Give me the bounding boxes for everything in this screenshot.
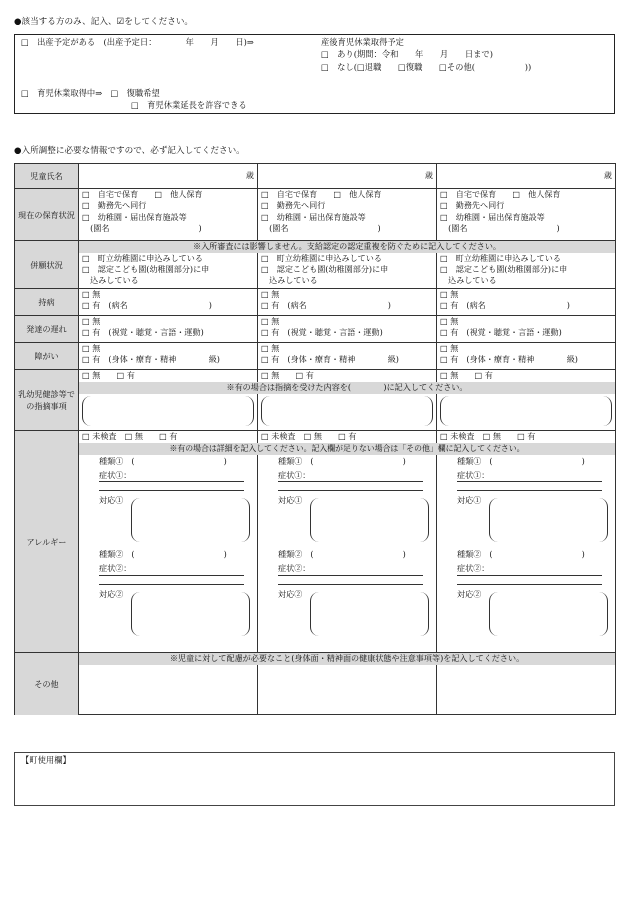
allergy-response-field-2[interactable]	[489, 592, 608, 636]
row-header-other: その他	[15, 653, 79, 715]
parallel-cell[interactable]	[258, 253, 437, 289]
bracket-field[interactable]	[440, 396, 612, 426]
allergy-detail-cell[interactable]	[258, 455, 437, 653]
age-unit: 歳	[424, 170, 433, 181]
disability-yes-checkbox[interactable]: □ 有 (身体・療育・精神 級)	[82, 354, 220, 365]
disease-yes-checkbox[interactable]: □ 有 (病名 )	[440, 300, 570, 311]
care-facility-name[interactable]: (園名 )	[261, 222, 381, 233]
symptom-label: 症状②：	[278, 563, 311, 574]
response-label: 対応②	[278, 588, 303, 599]
age-unit: 歳	[245, 170, 254, 181]
symptom-underline	[278, 482, 423, 491]
row-header-disability: 障がい	[15, 343, 79, 370]
delay-yes-checkbox[interactable]: □ 有 (視覚・聴覚・言語・運動)	[261, 327, 383, 338]
checkup-note: ※有の場合は指摘を受けた内容を( )に記入してください。	[79, 382, 616, 394]
delay-none-checkbox[interactable]: □ 無	[440, 316, 459, 326]
care-workplace-checkbox[interactable]: □ 勤務先へ同行	[82, 200, 147, 211]
care-facility-name[interactable]: (園名 )	[440, 222, 560, 233]
parallel-line: 込みしている	[261, 275, 318, 286]
symptom-underline	[278, 576, 423, 585]
office-use-label: 【町使用欄】	[21, 755, 71, 765]
disability-cell[interactable]	[437, 343, 616, 370]
disability-yes-checkbox[interactable]: □ 有 (身体・療育・精神 級)	[440, 354, 578, 365]
allergy-type-2[interactable]: 種類② ( )	[457, 549, 585, 560]
disability-none-checkbox[interactable]: □ 無	[440, 343, 459, 353]
allergy-options[interactable]: □ 未検査 □ 無 □ 有	[437, 431, 616, 443]
allergy-symptom-1[interactable]	[457, 470, 602, 482]
care-home-other-checkbox[interactable]: □ 自宅で保育 □ 他人保育	[82, 189, 203, 199]
disease-yes-checkbox[interactable]: □ 有 (病名 )	[82, 300, 212, 311]
allergy-note: ※有の場合は詳細を記入してください。記入欄が足りない場合は「その他」欄に記入してください。	[79, 443, 616, 455]
symptom-label: 症状②：	[99, 563, 132, 574]
symptom-label: 症状②：	[457, 563, 490, 574]
child-info-table	[14, 163, 616, 715]
disease-cell[interactable]	[258, 289, 437, 316]
parallel-cell[interactable]	[437, 253, 616, 289]
row-header-disease: 持病	[15, 289, 79, 316]
allergy-symptom-1[interactable]	[278, 470, 423, 482]
office-use-box	[14, 752, 615, 806]
care-facility-name[interactable]: (園名 )	[82, 222, 202, 233]
delay-cell[interactable]	[79, 316, 258, 343]
parallel-center-checkbox[interactable]: □ 認定こども園(幼稚園部分)に申	[440, 263, 568, 274]
care-workplace-checkbox[interactable]: □ 勤務先へ同行	[440, 200, 505, 211]
postnatal-leave-title: 産後育児休業取得予定	[321, 37, 404, 47]
bracket-field[interactable]	[261, 396, 433, 426]
allergy-response-field-1[interactable]	[310, 498, 429, 542]
other-field[interactable]	[258, 665, 437, 715]
care-home-other-checkbox[interactable]: □ 自宅で保育 □ 他人保育	[440, 189, 561, 199]
row-header-checkup: 乳幼児健診等での指摘事項	[15, 370, 79, 431]
care-kindergarten-checkbox[interactable]: □ 幼稚園・届出保育施設等	[82, 211, 187, 222]
care-workplace-checkbox[interactable]: □ 勤務先へ同行	[261, 200, 326, 211]
disease-yes-checkbox[interactable]: □ 有 (病名 )	[261, 300, 391, 311]
disease-cell[interactable]	[79, 289, 258, 316]
allergy-symptom-2[interactable]	[278, 563, 423, 575]
leave-plan-box	[14, 34, 615, 114]
symptom-label: 症状①：	[278, 469, 311, 480]
symptom-label: 症状①：	[457, 469, 490, 480]
child-name-field-2[interactable]	[258, 164, 437, 189]
allergy-symptom-1[interactable]	[99, 470, 244, 482]
symptom-underline	[99, 482, 244, 491]
disability-yes-checkbox[interactable]: □ 有 (身体・療育・精神 級)	[261, 354, 399, 365]
care-status-cell[interactable]	[79, 189, 258, 241]
disease-cell[interactable]	[437, 289, 616, 316]
allergy-type-1[interactable]: 種類① ( )	[457, 455, 585, 466]
care-kindergarten-checkbox[interactable]: □ 幼稚園・届出保育施設等	[261, 211, 366, 222]
allergy-type-2[interactable]: 種類② ( )	[99, 549, 227, 560]
parallel-line: 込みしている	[440, 275, 497, 286]
age-unit: 歳	[603, 170, 612, 181]
care-status-cell[interactable]	[258, 189, 437, 241]
response-label: 対応①	[278, 495, 303, 506]
response-label: 対応①	[457, 495, 482, 506]
parallel-center-checkbox[interactable]: □ 認定こども園(幼稚園部分)に申	[82, 263, 210, 274]
disease-none-checkbox[interactable]: □ 無	[440, 289, 459, 299]
disability-none-checkbox[interactable]: □ 無	[82, 343, 101, 353]
care-home-other-checkbox[interactable]: □ 自宅で保育 □ 他人保育	[261, 189, 382, 199]
allergy-type-1[interactable]: 種類① ( )	[278, 455, 406, 466]
child-name-field-1[interactable]	[79, 164, 258, 189]
allergy-response-field-2[interactable]	[131, 592, 250, 636]
care-kindergarten-checkbox[interactable]: □ 幼稚園・届出保育施設等	[440, 211, 545, 222]
allergy-detail-cell[interactable]	[437, 455, 616, 653]
row-header-allergy: アレルギー	[15, 431, 79, 653]
symptom-label: 症状①：	[99, 469, 132, 480]
top-instruction: ●該当する方のみ、記入、☑をしてください。	[14, 17, 194, 27]
disability-cell[interactable]	[79, 343, 258, 370]
allergy-symptom-2[interactable]	[457, 563, 602, 575]
section-instruction: ●入所調整に必要な情報ですので、必ず記入してください。	[14, 146, 245, 156]
checkup-detail-field[interactable]	[258, 394, 437, 431]
row-header-care: 現在の保育状況	[15, 189, 79, 241]
childcare-leave-checkbox[interactable]: □ 育児休業取得中⇒ □ 復職希望	[21, 88, 160, 98]
parallel-center-checkbox[interactable]: □ 認定こども園(幼稚園部分)に申	[261, 263, 389, 274]
parallel-note: ※入所審査には影響しません。支給認定の認定重複を防ぐために記入してください。	[79, 241, 616, 253]
allergy-response-field-1[interactable]	[131, 498, 250, 542]
disease-none-checkbox[interactable]: □ 無	[261, 289, 280, 299]
parallel-line: 込みしている	[82, 275, 139, 286]
birth-planned-checkbox[interactable]: □ 出産予定がある (出産予定日： 年 月 日)⇒	[21, 37, 254, 47]
allergy-options[interactable]: □ 未検査 □ 無 □ 有	[258, 431, 437, 443]
checkup-options[interactable]: □ 無 □ 有	[258, 370, 437, 382]
other-field[interactable]	[79, 665, 258, 715]
other-note: ※児童に対して配慮が必要なこと(身体面・精神面の健康状態や注意事項等)を記入してください。	[79, 653, 616, 665]
allergy-symptom-2[interactable]	[99, 563, 244, 575]
delay-cell[interactable]	[437, 316, 616, 343]
bracket-field[interactable]	[82, 396, 254, 426]
checkup-options[interactable]: □ 無 □ 有	[437, 370, 616, 382]
parallel-town-kindergarten-checkbox[interactable]: □ 町立幼稚園に申込みしている	[440, 252, 561, 263]
disability-cell[interactable]	[258, 343, 437, 370]
row-header-name: 児童氏名	[15, 164, 79, 189]
parallel-town-kindergarten-checkbox[interactable]: □ 町立幼稚園に申込みしている	[82, 252, 203, 263]
child-name-field-3[interactable]	[437, 164, 616, 189]
symptom-underline	[457, 576, 602, 585]
row-header-parallel: 併願状況	[15, 241, 79, 289]
response-label: 対応②	[99, 588, 124, 599]
response-label: 対応②	[457, 588, 482, 599]
checkup-detail-field[interactable]	[79, 394, 258, 431]
other-field[interactable]	[437, 665, 616, 715]
delay-none-checkbox[interactable]: □ 無	[82, 316, 101, 326]
delay-cell[interactable]	[258, 316, 437, 343]
allergy-type-2[interactable]: 種類② ( )	[278, 549, 406, 560]
response-label: 対応①	[99, 495, 124, 506]
allergy-type-1[interactable]: 種類① ( )	[99, 455, 227, 466]
delay-none-checkbox[interactable]: □ 無	[261, 316, 280, 326]
checkup-detail-field[interactable]	[437, 394, 616, 431]
delay-yes-checkbox[interactable]: □ 有 (視覚・聴覚・言語・運動)	[440, 327, 562, 338]
symptom-underline	[457, 482, 602, 491]
disease-none-checkbox[interactable]: □ 無	[82, 289, 101, 299]
parallel-town-kindergarten-checkbox[interactable]: □ 町立幼稚園に申込みしている	[261, 252, 382, 263]
parallel-cell[interactable]	[79, 253, 258, 289]
checkup-options[interactable]: □ 無 □ 有	[79, 370, 258, 382]
allergy-response-field-1[interactable]	[489, 498, 608, 542]
postnatal-leave-no-checkbox[interactable]: □ なし(□退職 □復職 □その他( ))	[321, 62, 532, 72]
row-header-delay: 発達の遅れ	[15, 316, 79, 343]
allergy-options[interactable]: □ 未検査 □ 無 □ 有	[79, 431, 258, 443]
allergy-response-field-2[interactable]	[310, 592, 429, 636]
disability-none-checkbox[interactable]: □ 無	[261, 343, 280, 353]
allergy-detail-cell[interactable]	[79, 455, 258, 653]
symptom-underline	[99, 576, 244, 585]
care-status-cell[interactable]	[437, 189, 616, 241]
postnatal-leave-yes-checkbox[interactable]: □ あり(期間：令和 年 月 日まで)	[321, 49, 493, 59]
leave-extension-checkbox[interactable]: □ 育児休業延長を許容できる	[131, 100, 247, 110]
delay-yes-checkbox[interactable]: □ 有 (視覚・聴覚・言語・運動)	[82, 327, 204, 338]
